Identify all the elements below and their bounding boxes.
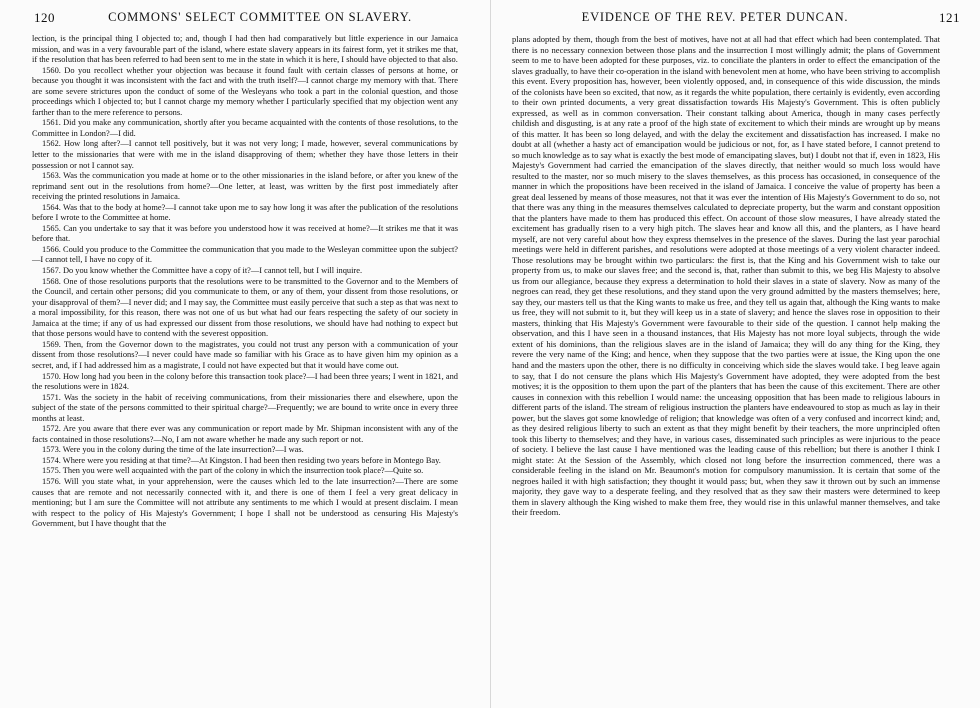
left-page-header bbox=[0, 10, 490, 28]
paragraph: 1563. Was the communication you made at home or to the other missionaries in the island before, or after you knew of the reprimand sent out in the resolutions from home?—One letter, at least, was written by the first post immediately after receiving the printed resolutions in Jamaica. bbox=[32, 171, 458, 202]
paragraph: plans adopted by them, though from the best of motives, have not at all had that effect which had been contemplated. That there is no necessary connexion between those plans and the insurrection I most willingly admit; the plans of Government seem to me to have been adopted for these purposes, viz. to conciliate the planters in order to effect the emancipation of the slaves gradually, to have their co-operation in the island with benevolent men at home, who have been striving to accomplish this event. Every proposition has, however, been violently opposed, and, in consequence of this wide discussion, the minds of the colonists have been so excited, that now, as it regards the white population, there certainly is evidently, even according to their own printed documents, a very great dissatisfaction towards His Majesty's Government. This is often publicly expressed, as well as in common conversation. Their constant talking about America, though in many cases perfectly childish and disgusting, is at any rate a proof of the high state of excitement to which their minds are wrought up by means of this matter. It has been so long delayed, and with the delay the excitement and dissatisfaction has increased. I make no doubt at all (whether a hasty act of emancipation would be judicious or not, for, as I have stated before, I cannot pretend to so much knowledge as to say what is exactly the best mode of emancipating slaves, but) I doubt not that if, even in 1823, His Majesty's Government had carried the emancipation of the slaves directly, that neither would so much loss would have resulted to the master, nor so much misery to the slaves themselves, as this process has occasioned, in consequence of the manner in which the propositions have been received in the island of Jamaica. I conceive the value of property has been a great deal lessened by means of those measures, not that it was ever the intention of His Majesty's Government to do so, not that there was any thing in the measures themselves calculated to depreciate property, but the warm and constant opposition that the planters have made to them has produced this effect. On account of those slow measures, I have already stated the excitement has gradually risen to a very high pitch. The slaves hear and know all this, and the planters, as I have heard myself, are not very careful about how they express themselves in the presence of the slaves. During the last year parochial meetings were held in different parishes, and resolutions were adopted at those meetings of a very violent character indeed. Those resolutions may be brought within two particulars: the first is, that the King and his Government wish to take our property from us, to make our slaves free; and the second is, that, rather than submit to this, we beg His Majesty to absolve us from our allegiance, because they express a determination to hold their slaves in a state of slavery. Now as many of the negroes can read, they get these resolutions, and they stand upon the very ground admitted by the masters themselves; here, say they, our masters tell us that the King wants to make us free, and they tell us again that, although the King wants to make us free, they will not submit to it, but they will keep us in a state of slavery; and hence the slaves rose in opposition to their masters, thinking that His Majesty's Government were favourable to their side of the question. I cannot help making the observation, and this I have seen in a thousand instances, that His Majesty has not more loyal subjects, through the wide extent of his dominions, than the religious slaves are in the island of Jamaica; they will do any thing for the King, they revere the very name of the King; and hence, when they suppose that the two parties were at issue, the King upon the one hand and the masters upon the other, there is no difficulty in conceiving which side the slaves would take. I beg leave again to say, that I do not censure the plans which His Majesty's Government have adopted, they were adopted from the best motives; it is the opposition to them upon the part of the planters that has been the cause of this excitement. There are other causes in connexion with this rebellion I would name: the unceasing opposition that has been made to religious labours in different parts of the island. The stream of religious instruction the planters have endeavoured to stop as much as lay in their power, but the slaves got some knowledge of religion; that knowledge was often of a very confused and incorrect kind; and, as they desired religious liberty to such an extent as that they might benefit by their teachers, the more unprincipled often took this liberty to themselves; and they have, in various cases, disseminated such principles as were injurious to the peace of society. I believe the last cause I have mentioned was the leading cause of this rebellion; but there is another I think I might state: At the Session of the Assembly, which closed not long before the insurrection commenced, there was a considerable feeling in the island on Mr. Beaumont's motion for compulsory manumission. It is certain that some of the negroes hailed it with high satisfaction; they thought it would pass; but, when they saw it thrown out by such an immense majority, they gave way to a desperate feeling, and they resolved that as they saw their masters were determined to keep them in slavery although the King wished to make them free, they would rise in this unlawful manner themselves, and take their freedom. bbox=[512, 34, 940, 518]
right-page bbox=[490, 0, 980, 708]
paragraph: 1561. Did you make any communication, shortly after you became acquainted with the contents of those resolutions, to the Committee in London?—I did. bbox=[32, 118, 458, 138]
paragraph: 1562. How long after?—I cannot tell positively, but it was not very long; I made, however, several communications by letter to the missionaries that were with me in the island disapproving of them; whether they have those letters in their possession or not I cannot say. bbox=[32, 139, 458, 170]
left-running-title: COMMONS' SELECT COMMITTEE ON SLAVERY. bbox=[108, 10, 412, 24]
paragraph: 1569. Then, from the Governor down to the magistrates, you could not trust any person with a communication of your dissent from those resolutions?—I never could have made so familiar with his Grace as to have given him my opinion as a secret, and, if I had addressed him as a magistrate, I could not have expected but that it would have come out. bbox=[32, 339, 458, 370]
paragraph: 1566. Could you produce to the Committee the communication that you made to the Wesleyan committee upon the subject?—I cannot tell, I have no copy of it. bbox=[32, 244, 458, 265]
right-running-title: EVIDENCE OF THE REV. PETER DUNCAN. bbox=[581, 10, 849, 24]
paragraph: 1560. Do you recollect whether your objection was because it found fault with certain classes of persons at home, or because you thought it was inconsistent with the fact and with the truth itself?—I cannot charge my memory with that. There are some severe strictures upon the conduct of some of the Wesleyans who took a part in the colonial question, and those proceedings which I objected to; but I cannot charge my memory whether I particularly specified that my objection went any farther than to the mere reference to persons. bbox=[32, 65, 458, 117]
paragraph: 1568. One of those resolutions purports that the resolutions were to be transmitted to the Governor and to the Members of the Council, and certain other persons; did you communicate to them, or any of them, your dissent from those resolutions, or your disapproval of them?—I never did; and I may say, the Committee must easily perceive that such a step as that was next to a moral impossibility, for this reason, there was not one of us but what had our fears respecting the safety of our society in Jamaica at the time; if any of us had expressed our dissent from those resolutions, we should have had nothing to expect but that those persons would have to contend with the severest opposition. bbox=[32, 276, 458, 339]
right-page-body bbox=[512, 34, 940, 518]
right-page-number: 121 bbox=[939, 10, 960, 25]
paragraph: 1572. Are you aware that there ever was any communication or report made by Mr. Shipman inconsistent with any of the facts contained in those resolutions?—No, I am not aware whether he made any such report or not. bbox=[32, 424, 458, 444]
paragraph: 1576. Will you state what, in your apprehension, were the causes which led to the late insurrection?—There are some causes that are remote and not necessarily connected with it, and there is one of them I feel a very great delicacy in mentioning; but I am sure the Committee will not attribute any sentiments to me which I would at present disclaim. I mean with respect to the policy of His Majesty's Government; I hope I shall not be understood as censuring His Majesty's Government, but I have thought that the bbox=[32, 476, 458, 529]
paragraph: lection, is the principal thing I objected to; and, though I had then had comparatively but little experience in our Jamaica mission, and was in a very favourable part of the island, where estate slavery appears in its fairest form, yet it strikes me that, if the resolution that has been referred to had been sent to me in the state in which it is here, I should have objected to that also. bbox=[32, 34, 458, 65]
paragraph: 1564. Was that to the body at home?—I cannot take upon me to say how long it was after the publication of the resolutions before I wrote to the Committee at home. bbox=[32, 202, 458, 223]
paragraph: 1571. Was the society in the habit of receiving communications, from their missionaries there and elsewhere, upon the subject of the state of the persons committed to their spiritual charge?—Frequently; we are bound to write once in every three months at least. bbox=[32, 392, 458, 423]
paragraph: 1575. Then you were well acquainted with the part of the colony in which the insurrection took place?—Quite so. bbox=[42, 466, 424, 476]
paragraph: 1573. Were you in the colony during the time of the late insurrection?—I was. bbox=[42, 445, 304, 455]
paragraph: 1565. Can you undertake to say that it was before you understood how it was received at home?—It strikes me that it was before that. bbox=[32, 223, 458, 244]
left-page-number: 120 bbox=[34, 10, 55, 25]
paragraph: 1574. Where were you residing at that time?—At Kingston. I had been then residing two years before in Montego Bay. bbox=[42, 455, 441, 465]
left-page-body bbox=[32, 34, 458, 530]
paragraph: 1570. How long had you been in the colony before this transaction took place?—I had been three years; I went in 1821, and the resolutions were in 1824. bbox=[32, 371, 458, 392]
right-page-header bbox=[490, 10, 980, 28]
paragraph: 1567. Do you know whether the Committee have a copy of it?—I cannot tell, but I will inquire. bbox=[42, 266, 363, 276]
